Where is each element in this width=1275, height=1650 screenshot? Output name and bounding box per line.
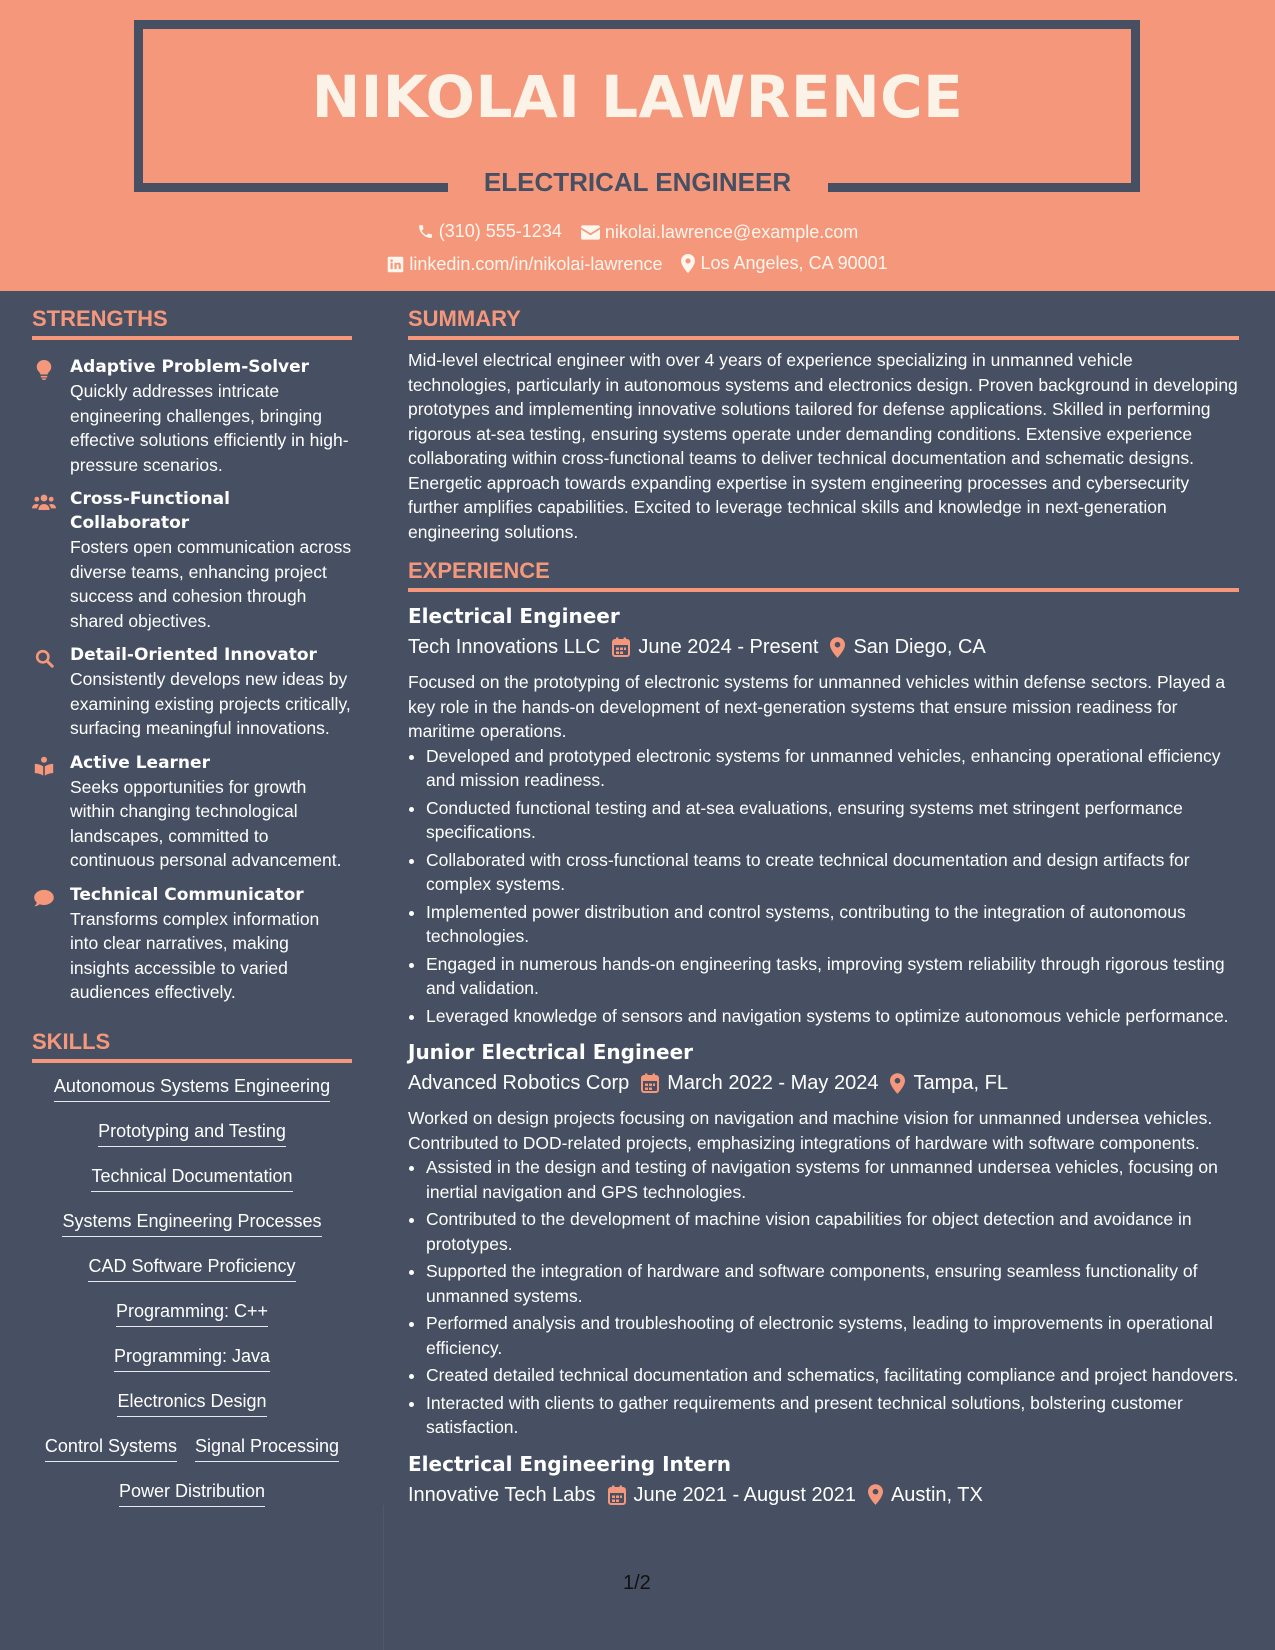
skill-row	[32, 1254, 352, 1299]
job-description: Worked on design projects focusing on navigation and machine vision for unmanned undersea vehicles. Contributed to DOD-related projects, emphasizing integrations of hardware with software components.	[408, 1108, 1213, 1153]
job-meta	[408, 632, 1239, 662]
contact-location	[681, 253, 887, 274]
job-dates: June 2024 - Present	[638, 636, 819, 658]
summary-text: Mid-level electrical engineer with over 4 years of experience specializing in unmanned vehicle technologies, particularly in autonomous systems and electronics design. Proven background in developing prototypes and implementing innovative solutions tailored for defense applications. Skilled in performing rigorous at-sea testing, ensuring systems operate under demanding conditions. Extensive experience collaborating within cross-functional teams to deliver technical documentation and schematic designs. Energetic approach towards expanding expertise in system engineering processes and cybersecurity further amplifies capabilities. Excited to leverage technical skills and knowledge in next-generation engineering solutions.	[408, 350, 1238, 542]
skill-tag: Programming: C++	[116, 1299, 268, 1327]
linkedin-text: linkedin.com/in/nikolai-lawrence	[409, 254, 663, 274]
right-column	[408, 291, 1239, 1510]
contact-phone[interactable]	[417, 221, 562, 242]
contact-email[interactable]	[581, 222, 858, 243]
skill-tag: Systems Engineering Processes	[62, 1209, 321, 1237]
skill-tag: Power Distribution	[119, 1479, 265, 1507]
users-icon	[32, 491, 56, 513]
skill-tag: Technical Documentation	[91, 1164, 292, 1192]
job-bullet: • Developed and prototyped electronic systems for unmanned vehicles, enhancing operational efficiency and mission readiness.	[426, 744, 1239, 793]
job-meta	[408, 1068, 1239, 1098]
skill-row	[32, 1479, 352, 1524]
skills-list	[32, 1074, 352, 1524]
strength-item	[32, 751, 352, 873]
skill-tag: Autonomous Systems Engineering	[54, 1074, 330, 1102]
phone-text: (310) 555-1234	[438, 221, 562, 241]
left-column	[32, 291, 352, 1524]
strength-title: Active Learner	[70, 752, 210, 773]
job-bullet: • Leveraged knowledge of sensors and navigation systems to optimize autonomous vehicle performance.	[426, 1004, 1239, 1029]
job-bullet: • Contributed to the development of machine vision capabilities for object detection and avoidance in prototypes.	[426, 1207, 1239, 1256]
strength-desc: Quickly addresses intricate engineering challenges, bringing effective solutions efficiently in high-pressure scenarios.	[70, 381, 349, 475]
job-bullet: • Interacted with clients to gather requirements and present technical solutions, bolstering customer satisfaction.	[426, 1391, 1239, 1440]
calendar-icon	[612, 637, 630, 657]
skill-tag: Control Systems	[45, 1434, 177, 1462]
contact-row-1	[0, 221, 1275, 245]
strength-desc: Seeks opportunities for growth within changing technological landscapes, committed to continuous personal advancement.	[70, 776, 342, 870]
search-icon	[32, 647, 56, 669]
skill-tag: Prototyping and Testing	[98, 1119, 286, 1147]
map-pin-icon	[830, 637, 845, 658]
job-description: Focused on the prototyping of electronic systems for unmanned vehicles within defense sectors. Played a key role in the hands-on development of next-generation systems that ensure mission readiness for maritime operations.	[408, 672, 1226, 741]
strength-item	[32, 487, 352, 633]
job-bullet: • Performed analysis and troubleshooting of electronic systems, leading to improvements in operational efficiency.	[426, 1311, 1239, 1360]
summary-heading: SUMMARY	[408, 306, 1239, 340]
strength-desc: Transforms complex information into clear narratives, making insights accessible to varied audiences effectively.	[70, 908, 320, 1002]
map-pin-icon	[868, 1484, 883, 1505]
job-bullet: • Created detailed technical documentation and schematics, facilitating compliance and project handovers.	[426, 1363, 1239, 1388]
job-meta	[408, 1480, 1239, 1510]
strength-title: Technical Communicator	[70, 884, 304, 905]
skill-row	[32, 1344, 352, 1389]
map-pin-icon	[681, 254, 695, 273]
calendar-icon	[608, 1485, 626, 1505]
strength-title: Cross-Functional Collaborator	[70, 489, 230, 533]
lightbulb-icon	[32, 359, 56, 381]
job-dates: March 2022 - May 2024	[667, 1072, 879, 1094]
strength-item	[32, 355, 352, 477]
skill-tag: CAD Software Proficiency	[88, 1254, 295, 1282]
strength-desc: Fosters open communication across diverse teams, enhancing project success and cohesion through shared objectives.	[70, 537, 352, 631]
skill-tag: Signal Processing	[195, 1434, 339, 1462]
job-location: Tampa, FL	[913, 1072, 1008, 1094]
skill-row	[32, 1389, 352, 1434]
strengths-heading: STRENGTHS	[32, 306, 352, 340]
job-bullet: • Implemented power distribution and control systems, contributing to the integration of autonomous technologies.	[426, 900, 1239, 949]
job-bullet: • Engaged in numerous hands-on engineering tasks, improving system reliability through rigorous testing and validation.	[426, 952, 1239, 1001]
skill-tag: Programming: Java	[114, 1344, 270, 1372]
job-location: San Diego, CA	[853, 636, 986, 658]
job-location: Austin, TX	[890, 1483, 983, 1506]
email-text: nikolai.lawrence@example.com	[604, 222, 859, 242]
candidate-job-title: ELECTRICAL ENGINEER	[483, 167, 792, 197]
job-entry	[408, 1450, 1239, 1510]
resume-header	[0, 0, 1275, 291]
job-bullet: • Collaborated with cross-functional teams to create technical documentation and design artifacts for complex systems.	[426, 848, 1239, 897]
book-reader-icon	[32, 755, 56, 777]
company-name: Innovative Tech Labs	[408, 1483, 596, 1506]
company-name: Advanced Robotics Corp	[408, 1072, 630, 1094]
strength-desc: Consistently develops new ideas by examining existing projects critically, surfacing meaningful innovations.	[70, 669, 351, 738]
strength-item	[32, 643, 352, 741]
skill-row	[32, 1299, 352, 1344]
strength-title: Detail-Oriented Innovator	[70, 645, 317, 665]
linkedin-icon	[387, 256, 404, 273]
job-bullet: • Assisted in the design and testing of navigation systems for unmanned undersea vehicles, focusing on inertial navigation and GPS technologies.	[426, 1155, 1239, 1204]
map-pin-icon	[890, 1073, 905, 1094]
calendar-icon	[641, 1073, 659, 1093]
skills-heading: SKILLS	[32, 1029, 352, 1063]
location-text: Los Angeles, CA 90001	[700, 253, 888, 273]
skill-row	[32, 1074, 352, 1119]
skill-row	[32, 1209, 352, 1254]
skill-row	[32, 1434, 352, 1479]
skill-row	[32, 1119, 352, 1164]
job-bullets	[408, 744, 1239, 1029]
skill-tag: Electronics Design	[117, 1389, 266, 1417]
phone-icon	[417, 223, 434, 240]
page-number: 1/2	[623, 1572, 651, 1594]
job-dates: June 2021 - August 2021	[633, 1483, 856, 1506]
job-bullets	[408, 1155, 1239, 1440]
job-entry	[408, 1038, 1239, 1440]
job-title: Junior Electrical Engineer	[408, 1040, 694, 1064]
candidate-name: NIKOLAI LAWRENCE	[311, 63, 964, 131]
job-bullet: • Conducted functional testing and at-sea evaluations, ensuring systems met stringent performance specifications.	[426, 796, 1239, 845]
company-name: Tech Innovations LLC	[408, 636, 601, 658]
envelope-icon	[581, 225, 600, 240]
job-bullet: • Supported the integration of hardware and software components, ensuring seamless functionality of unmanned systems.	[426, 1259, 1239, 1308]
skill-row	[32, 1164, 352, 1209]
job-entry	[408, 602, 1239, 1028]
strength-item	[32, 883, 352, 1005]
job-title: Electrical Engineering Intern	[408, 1451, 731, 1476]
contact-linkedin[interactable]	[387, 254, 662, 275]
comment-icon	[32, 887, 56, 909]
contact-row-2	[0, 253, 1275, 278]
experience-heading: EXPERIENCE	[408, 558, 1239, 592]
column-divider	[383, 1505, 384, 1650]
strength-title: Adaptive Problem-Solver	[70, 357, 310, 377]
job-title: Electrical Engineer	[408, 604, 620, 628]
